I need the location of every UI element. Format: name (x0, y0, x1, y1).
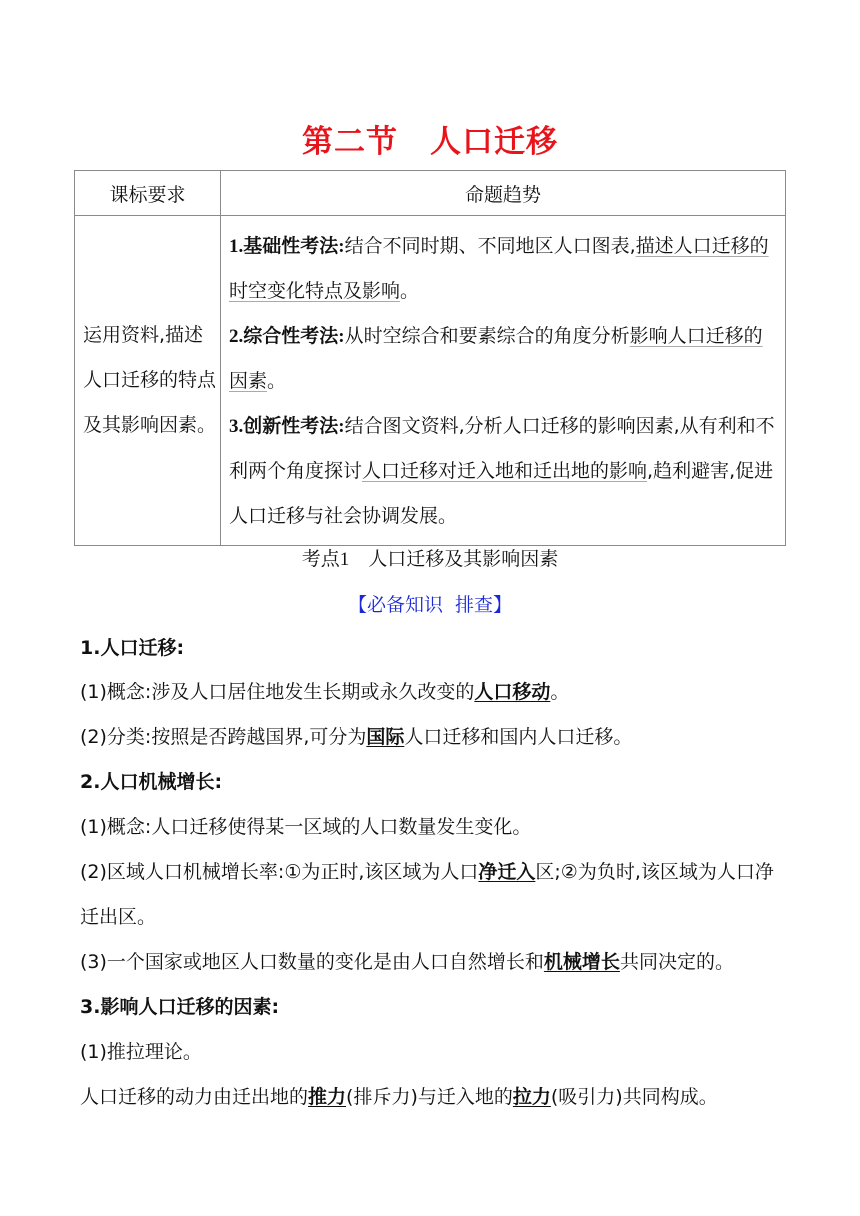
trend-lead: 1.基础性考法: (229, 236, 345, 257)
trend-text: 。 (400, 280, 420, 302)
heading-2: 2.人口机械增长: (80, 771, 223, 793)
answer-key: 机械增长 (543, 951, 620, 973)
text: (1)概念:涉及人口居住地发生长期或永久改变的 (80, 681, 475, 703)
header-curriculum: 课标要求 (75, 171, 221, 216)
text: 区;②为负时,该区域为人口净迁出区。 (80, 861, 774, 928)
text: 共同决定的。 (619, 951, 734, 973)
paragraph-concept-2: (1)概念:人口迁移使得某一区域的人口数量发生变化。 (80, 816, 532, 838)
exam-point-heading (0, 544, 860, 571)
answer-key: 人口移动 (474, 681, 551, 703)
trend-lead: 2.综合性考法: (229, 326, 345, 347)
knowledge-review-heading: 【必备知识 排查】 (347, 594, 513, 616)
exam-point-label: 考点 (301, 548, 340, 570)
trend-item-3 (229, 404, 781, 539)
heading-3: 3.影响人口迁移的因素: (80, 996, 280, 1018)
exam-point-title: 人口迁移及其影响因素 (368, 548, 559, 570)
trend-text: ,趋利避害,促进人口迁移与社会协调发展。 (229, 460, 774, 527)
text: (排斥力)与迁入地的 (346, 1086, 513, 1108)
heading-1: 1.人口迁移: (80, 637, 185, 659)
trend-item-1 (229, 224, 781, 314)
requirements-table (74, 170, 786, 546)
curriculum-requirement: 运用资料,描述人口迁移的特点及其影响因素。 (75, 216, 221, 546)
answer-key: 推力 (308, 1086, 347, 1108)
trend-underlined: 影响人口迁移的因素 (229, 325, 763, 392)
paragraph-population-change (80, 940, 780, 985)
text: 人口迁移的动力由迁出地的 (80, 1086, 309, 1108)
trend-lead: 3.创新性考法: (229, 416, 345, 437)
section-title: 第二节 人口迁移 (302, 124, 558, 160)
text: (2)分类:按照是否跨越国界,可分为 (80, 726, 367, 748)
header-trend: 命题趋势 (221, 171, 786, 216)
paragraph-migration-drivers (80, 1075, 780, 1120)
paragraph-classification (80, 715, 780, 760)
answer-key: 净迁入 (478, 861, 536, 883)
trend-text: 结合图文资料,分析人口迁移的影响因素,从有利和不利两个角度探讨 (229, 415, 775, 482)
answer-key: 国际 (366, 726, 405, 748)
text: 。 (550, 681, 570, 703)
text: (3)一个国家或地区人口数量的变化是由人口自然增长和 (80, 951, 544, 973)
table-body-row (75, 216, 786, 546)
paragraph-push-pull: (1)推拉理论。 (80, 1041, 202, 1063)
text: (2)区域人口机械增长率:①为正时,该区域为人口 (80, 861, 479, 883)
text: 人口迁移和国内人口迁移。 (404, 726, 633, 748)
trend-item-2 (229, 314, 781, 404)
paragraph-growth-rate (80, 850, 780, 940)
answer-key: 拉力 (512, 1086, 551, 1108)
paragraph-concept-1 (80, 670, 780, 715)
trend-text: 结合不同时期、不同地区人口图表, (344, 235, 636, 257)
trend-text: 。 (267, 370, 287, 392)
trend-text: 从时空综合和要素综合的角度分析 (344, 325, 630, 347)
text: (吸引力)共同构成。 (550, 1086, 718, 1108)
exam-point-number: 1 (339, 549, 350, 570)
trend-list (221, 216, 786, 546)
trend-underlined: 人口迁移对迁入地和迁出地的影响 (362, 460, 648, 482)
trend-underlined: 描述人口迁移的时空变化特点及影响 (229, 235, 769, 302)
table-header-row (75, 171, 786, 216)
